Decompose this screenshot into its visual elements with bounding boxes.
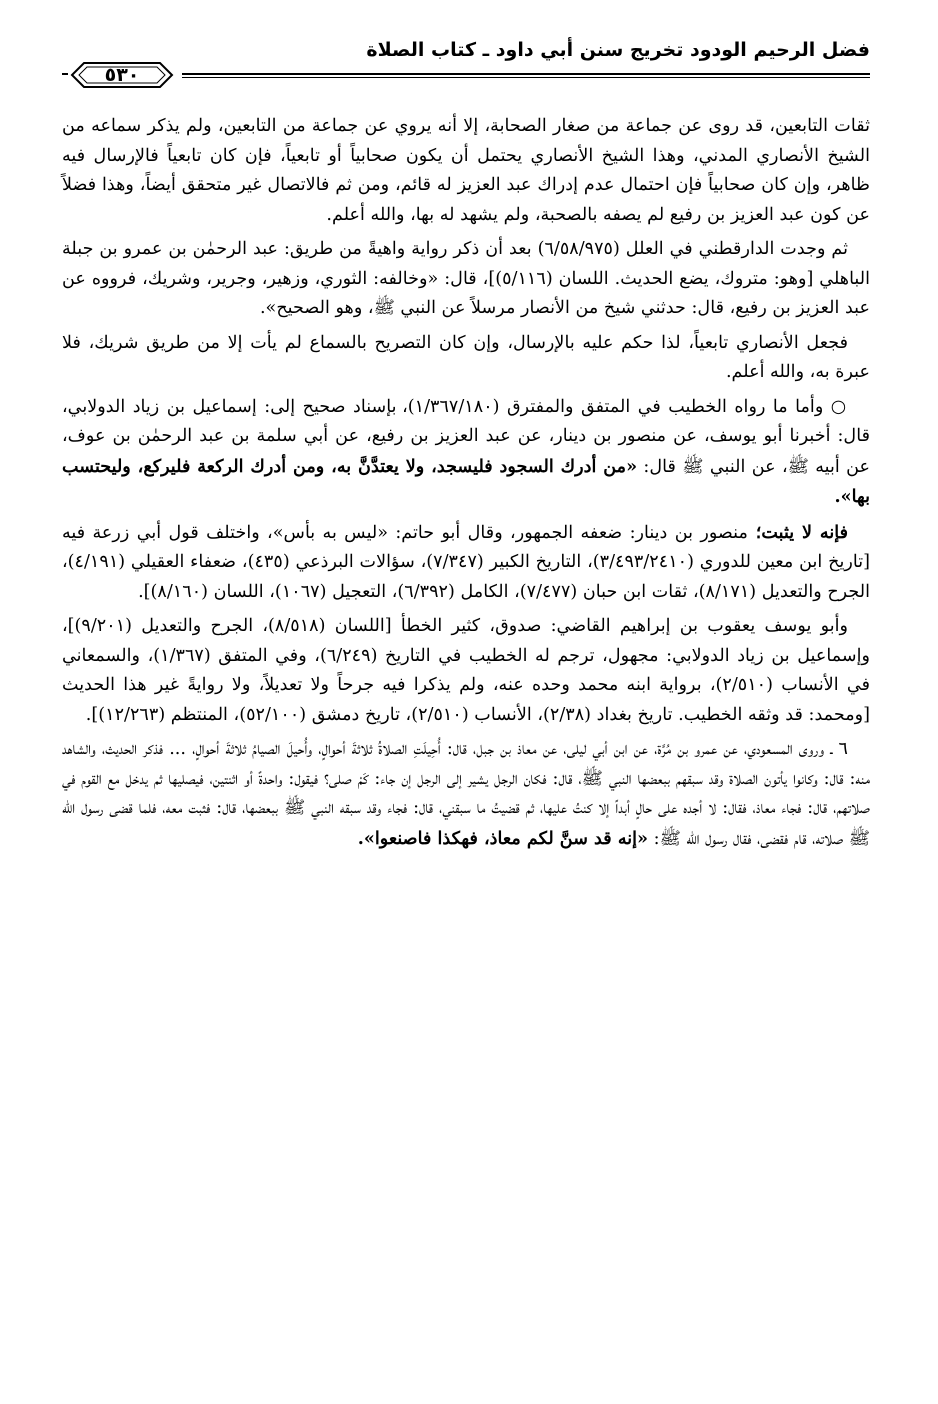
header-rule bbox=[62, 60, 870, 90]
text-run: ثم وجدت الدارقطني في العلل (٦/٥٨/٩٧٥) بعد أن ذكر رواية واهيةً من طريق: عبد الرحمٰن بن عمرو بن جبلة الباهلي [وهو: متروك، يضع الحديث. اللسان (٥/١١٦)]، قال: «وخالفه: الثوري، وزهير، وجرير، وشريك، فرووه عن عبد العزيز بن رفيع، قال: حدثني شيخ من الأنصار مرسلاً عن النبي ﷺ، وهو الصحيح». bbox=[62, 239, 870, 318]
text-run: وأبو يوسف يعقوب بن إبراهيم القاضي: صدوق، كثير الخطأ [اللسان (٨/٥١٨)، الجرح والتعديل (٩/٢٠١)]، وإسماعيل بن زياد الدولابي: مجهول، ترجم له الخطيب في التاريخ (٦/٢٤٩)، وفي المتفق (١/٣٦٧)، والسمعاني في الأنساب (٢/٥١٠)، برواية ابنه محمد وحده عنه، ولم يذكرا فيه جرحاً ولا تعديلاً، ولا روايةً غير هذا الحديث [ومحمد: قد وثقه الخطيب. تاريخ بغداد (٢/٣٨)، الأنساب (٢/٥١٠)، تاريخ دمشق (٥٢/١٠٠)، المنتظم (١٢/٢٦٣)]. bbox=[62, 616, 870, 725]
bold-text-run: «إنه قد سنَّ لكم معاذ، فهكذا فاصنعوا». bbox=[357, 827, 649, 849]
header-rule-line-short bbox=[62, 73, 68, 75]
page-number-badge bbox=[70, 60, 174, 90]
paragraph bbox=[62, 612, 870, 730]
text-run: منصور بن دينار: ضعفه الجمهور، وقال أبو حاتم: «ليس به بأس»، واختلف قول أبي زرعة فيه [تاريخ ابن معين للدوري (٣/٤٩٣/٢٤١٠)، التاريخ الكبير (٧/٣٤٧)، سؤالات البرذعي (٤٣٥)، ضعفاء العقيلي (٤/١٩١)، الجرح والتعديل (٨/١٧١)، ثقات ابن حبان (٧/٤٧٧)، الكامل (٦/٣٩٢)، التعجيل (١٠٦٧)، اللسان (٨/١٦٠)]. bbox=[62, 522, 870, 602]
running-title: فضل الرحيم الودود تخريج سنن أبي داود ـ كتاب الصلاة bbox=[366, 39, 870, 61]
text-run: ثقات التابعين، قد روى عن جماعة من صغار الصحابة، إلا أنه يروي عن جماعة من التابعين، ولم يذكر سماعه من الشيخ الأنصاري المدني، وهذا الشيخ الأنصاري يحتمل أن يكون صحابياً أو تابعياً، فإن كان تابعياً فالإرسال فيه ظاهر، وإن كان صحابياً فإن احتمال عدم إدراك عبد العزيز له قائم، ومن ثم فالاتصال غير متحقق أيضاً، وهذا فضلاً عن كون عبد العزيز بن رفيع لم يصفه بالصحبة، ولم يشهد له بها، والله أعلم. bbox=[62, 116, 870, 225]
bold-text-run: فإنه لا يثبت؛ bbox=[747, 521, 848, 543]
book-page bbox=[62, 0, 870, 1404]
text-run: ○ وأما ما رواه الخطيب في المتفق والمفترق (١/٣٦٧/١٨٠)، بإسناد صحيح إلى: إسماعيل بن زياد الدولابي، قال: أخبرنا أبو يوسف، عن منصور بن دينار، عن عبد العزيز بن رفيع، عن أبي سلمة بن عبد الرحمٰن بن عوف، عن أبيه ﷺ، عن النبي ﷺ قال: bbox=[62, 396, 870, 477]
paragraph bbox=[62, 735, 870, 854]
body-text bbox=[62, 112, 870, 859]
paragraph bbox=[62, 112, 870, 230]
text-run: ٦ ـ وروى المسعودي، عن عمرو بن مُرَّة، عن ابن أبي ليلى، عن معاذ بن جبل، قال: أُحِيلَتِ الصلاةُ ثلاثةَ أحوالٍ، وأُحيلَ الصيامُ ثلاثةَ أحوالٍ، ... فذكر الحديث، والشاهد منه: قال: وكانوا يأتون الصلاة وقد سبقهم ببعضها النبي ﷺ، قال: فكان الرجل يشير إلى الرجل إن جاء: كَمْ صلى؟ فيقول: واحدةً أو اثنتين، فيصليها ثم يدخل مع القوم في صلاتهم، قال: فجاء معاذ، فقال: لا أجده على حالٍ أبداً إلا كنتُ عليها، ثم قضيتُ ما سبقني، قال: فجاء وقد سبقه النبي ﷺ ببعضها، قال: فثبت معه، فلما قضى رسول الله ﷺ صلاته، قام فقضى، فقال رسول الله ﷺ: bbox=[62, 739, 870, 849]
paragraph bbox=[62, 329, 870, 388]
paragraph bbox=[62, 235, 870, 324]
header-rule-line bbox=[182, 73, 870, 75]
paragraph bbox=[62, 393, 870, 513]
page-number: ٥٣٠ bbox=[104, 64, 140, 86]
paragraph bbox=[62, 518, 870, 608]
bold-text-run: «من أدرك السجود فليسجد، ولا يعتدَّنَّ به، ومن أدرك الركعة فليركع، وليحتسب بها». bbox=[62, 455, 870, 507]
text-run: فجعل الأنصاري تابعياً، لذا حكم عليه بالإرسال، وإن كان التصريح بالسماع لم يأت إلا من طريق شريك، فلا عبرة به، والله أعلم. bbox=[62, 332, 870, 382]
